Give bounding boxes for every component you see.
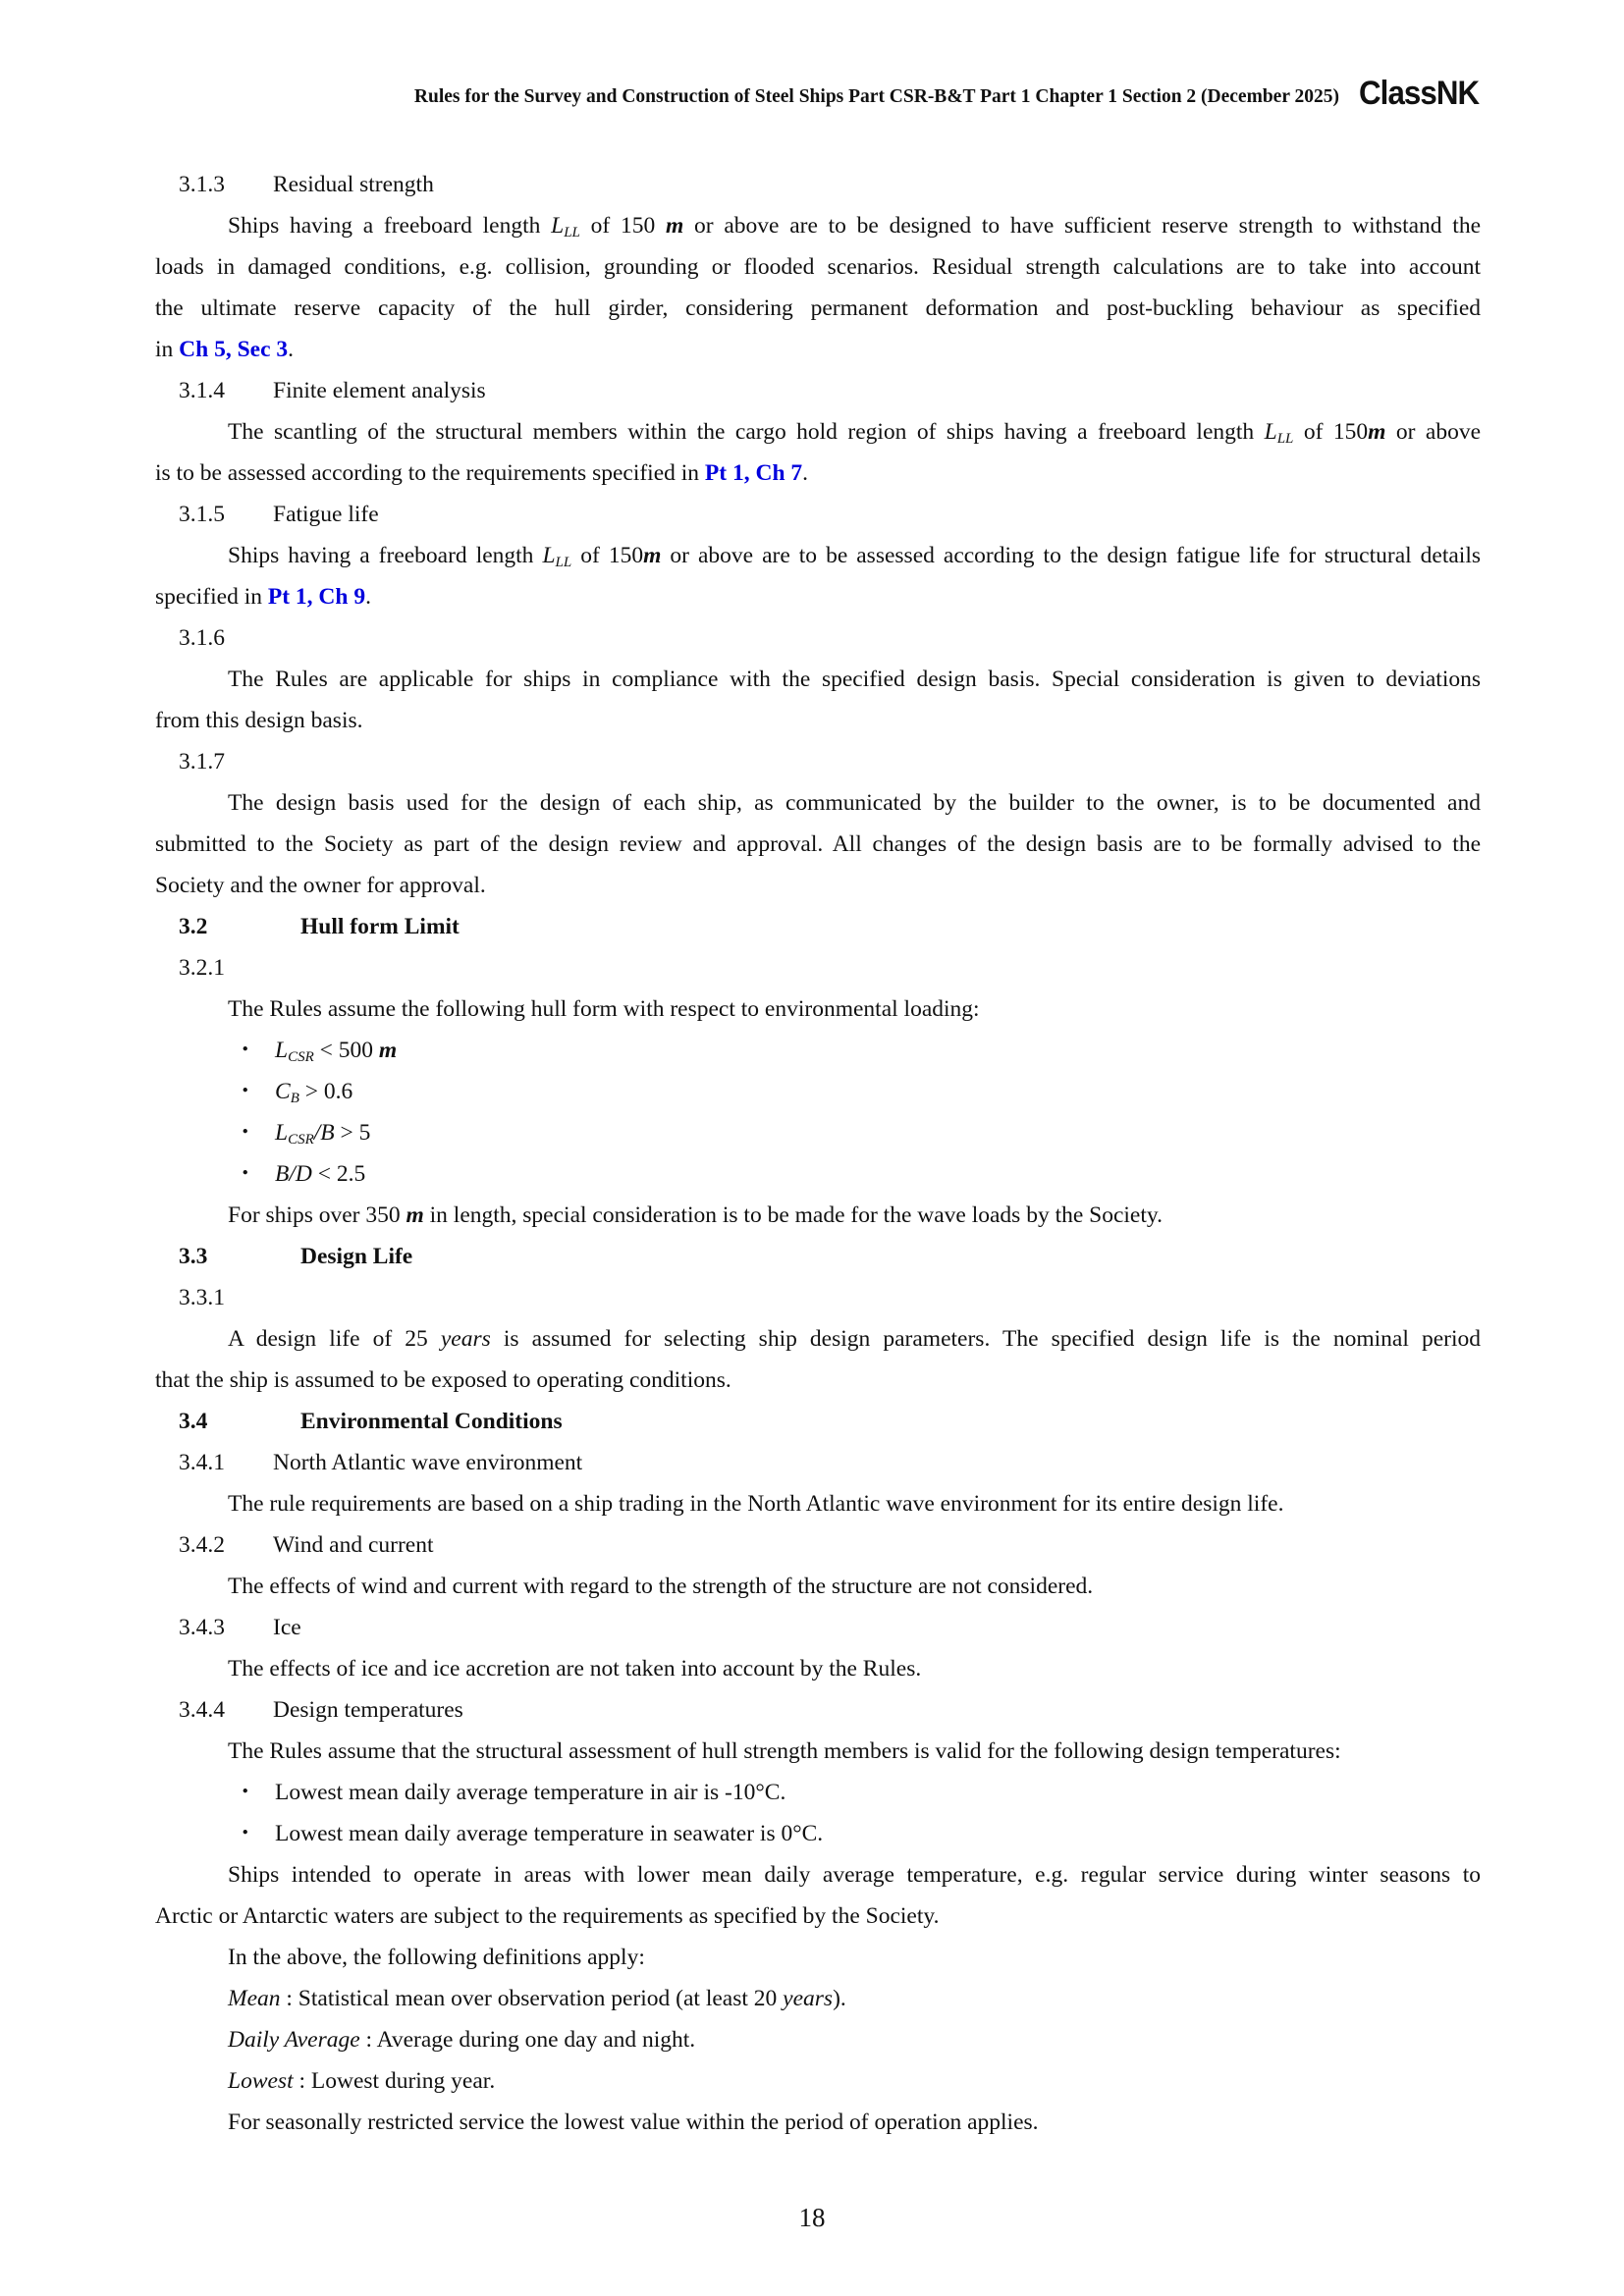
- paragraph-line: The Rules assume the following hull form with respect to environmental loading:: [228, 996, 980, 1022]
- section-3-1-5-heading: 3.1.5 Fatigue life: [179, 502, 379, 527]
- paragraph-line: is to be assessed according to the requirements specified in Pt 1, Ch 7.: [155, 460, 809, 486]
- definition-lowest: Lowest : Lowest during year.: [228, 2068, 496, 2094]
- paragraph-line: The Rules are applicable for ships in compliance with the specified design basis. Special consideration is given to deviations: [228, 667, 1481, 692]
- section-3-1-6-heading: 3.1.6: [179, 625, 225, 651]
- section-3-4-4-heading: 3.4.4 Design temperatures: [179, 1697, 463, 1723]
- list-item: ・ Lowest mean daily average temperature in seawater is 0°C.: [234, 1821, 824, 1846]
- list-item: ・ $C_B > 0.6$: [234, 1079, 353, 1106]
- paragraph-line: from this design basis.: [155, 708, 363, 733]
- paragraph-line: Ships intended to operate in areas with lower mean daily average temperature, e.g. regular service during winter seasons to: [228, 1862, 1481, 1888]
- paragraph-line: submitted to the Society as part of the design review and approval. All changes of the design basis are to be formally advised to the: [155, 831, 1481, 857]
- section-3-2-heading: 3.2 Hull form Limit: [179, 914, 460, 939]
- definition-mean: Mean : Statistical mean over observation period (at least 20 years).: [228, 1986, 846, 2011]
- classnk-logo: ClassNK: [1359, 75, 1480, 112]
- paragraph-line: Ships having a freeboard length $L_{LL}$ of 150m or above are to be assessed according to the design fatigue life for structural details: [228, 543, 1481, 570]
- link-ch5-sec3[interactable]: Ch 5, Sec 3: [179, 337, 289, 362]
- paragraph-line: specified in Pt 1, Ch 9.: [155, 584, 371, 610]
- paragraph-line: The scantling of the structural members within the cargo hold region of ships having a freeboard length $L_{LL}$ of 150m or above: [228, 419, 1481, 447]
- link-pt1-ch9[interactable]: Pt 1, Ch 9: [267, 584, 366, 610]
- paragraph-line: Society and the owner for approval.: [155, 873, 486, 898]
- section-3-1-3-heading: 3.1.3 Residual strength: [179, 172, 434, 197]
- section-3-2-1-heading: 3.2.1: [179, 955, 225, 981]
- paragraph-line: The effects of wind and current with regard to the strength of the structure are not considered.: [228, 1574, 1094, 1599]
- section-3-4-heading: 3.4 Environmental Conditions: [179, 1409, 563, 1434]
- section-3-3-1-heading: 3.3.1: [179, 1285, 225, 1310]
- section-3-4-1-heading: 3.4.1 North Atlantic wave environment: [179, 1450, 583, 1475]
- page-header: [0, 75, 1624, 114]
- paragraph-line: A design life of 25 years is assumed for selecting ship design parameters. The specified design life is the nominal period: [228, 1326, 1481, 1352]
- paragraph-line: The design basis used for the design of each ship, as communicated by the builder to the owner, is to be documented and: [228, 790, 1481, 816]
- paragraph-line: The effects of ice and ice accretion are not taken into account by the Rules.: [228, 1656, 922, 1682]
- document-body: [155, 164, 1481, 2143]
- paragraph-line: For seasonally restricted service the lowest value within the period of operation applies.: [228, 2109, 1039, 2135]
- paragraph-line: The Rules assume that the structural assessment of hull strength members is valid for the following design temperatures:: [228, 1738, 1341, 1764]
- section-3-4-2-heading: 3.4.2 Wind and current: [179, 1532, 434, 1558]
- paragraph-line: loads in damaged conditions, e.g. collision, grounding or flooded scenarios. Residual strength calculations are to take into account: [155, 254, 1481, 280]
- paragraph-line: Ships having a freeboard length $L_{LL}$ of 150 m or above are to be designed to have sufficient reserve strength to withstand the: [228, 213, 1481, 240]
- section-3-1-7-heading: 3.1.7: [179, 749, 225, 774]
- paragraph-line: In the above, the following definitions apply:: [228, 1945, 645, 1970]
- paragraph-line: The rule requirements are based on a ship trading in the North Atlantic wave environment for its entire design life.: [228, 1491, 1284, 1517]
- paragraph-line: in Ch 5, Sec 3.: [155, 337, 295, 362]
- running-title: Rules for the Survey and Construction of Steel Ships Part CSR-B&T Part 1 Chapter 1 Section 2 (December 2025): [413, 86, 1339, 107]
- paragraph-line: For ships over 350 m in length, special consideration is to be made for the wave loads by the Society.: [228, 1202, 1163, 1228]
- paragraph-line: that the ship is assumed to be exposed to operating conditions.: [155, 1367, 731, 1393]
- list-item: ・ $L_{CSR} < 500$ m: [234, 1038, 398, 1065]
- list-item: ・ Lowest mean daily average temperature in air is -10°C.: [234, 1780, 786, 1805]
- link-pt1-ch7[interactable]: Pt 1, Ch 7: [704, 460, 803, 486]
- page-number: 18: [798, 2203, 826, 2232]
- section-3-1-4-heading: 3.1.4 Finite element analysis: [179, 378, 486, 403]
- section-3-4-3-heading: 3.4.3 Ice: [179, 1615, 301, 1640]
- paragraph-line: the ultimate reserve capacity of the hull girder, considering permanent deformation and post-buckling behaviour as specified: [155, 295, 1481, 321]
- definition-daily-average: Daily Average : Average during one day and night.: [228, 2027, 696, 2053]
- list-item: ・ $L_{CSR}/B > 5$: [234, 1120, 371, 1148]
- section-3-3-heading: 3.3 Design Life: [179, 1244, 413, 1269]
- paragraph-line: Arctic or Antarctic waters are subject to the requirements as specified by the Society.: [155, 1903, 940, 1929]
- list-item: ・ B/D < 2.5: [234, 1161, 366, 1187]
